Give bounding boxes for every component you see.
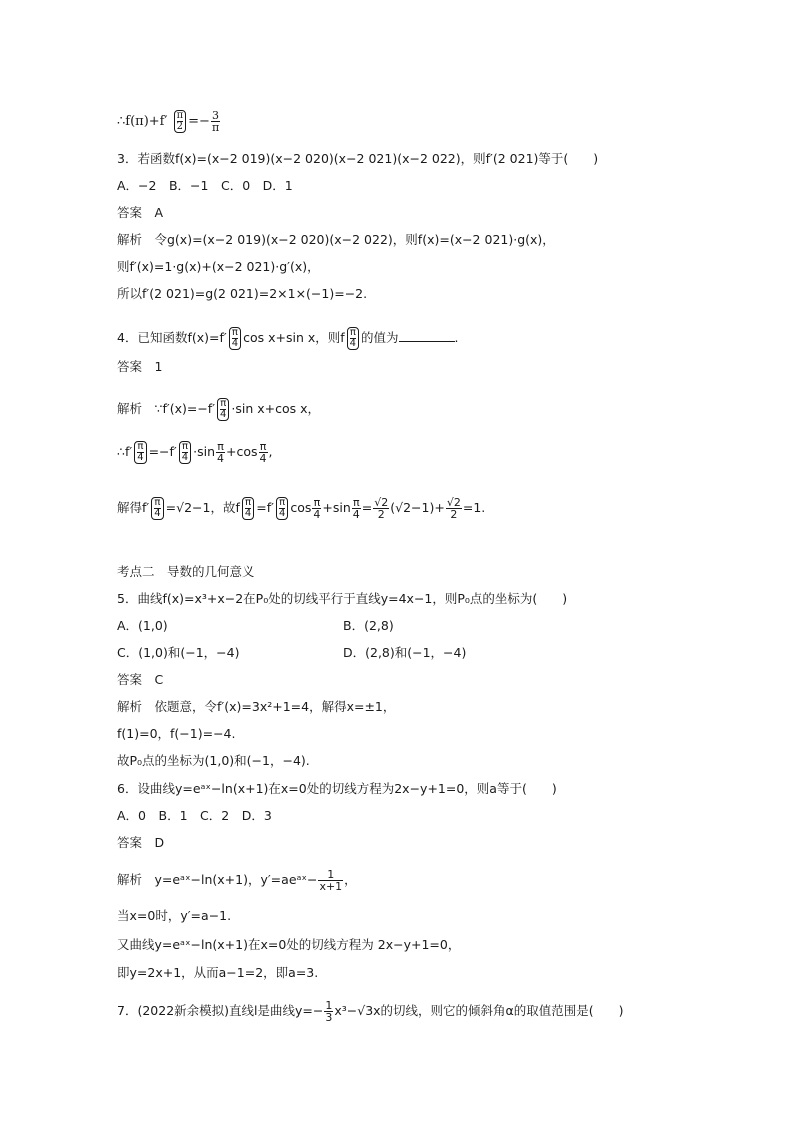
paren-fraction — [134, 441, 146, 464]
paren-fraction — [217, 398, 229, 421]
fraction-numerator: π — [181, 441, 188, 452]
math-text: cos x+sin x，则f — [243, 330, 345, 345]
fraction-denominator: π — [211, 121, 220, 134]
question-5-options-row-2 — [117, 645, 239, 661]
question-6-solution-4: 即y=2x+1，从而a−1=2，即a=3. — [117, 965, 319, 980]
math-text: cos — [290, 500, 312, 515]
question-4-solution-3 — [117, 497, 485, 520]
fraction-denominator: 4 — [181, 452, 189, 463]
question-5: 5．曲线f(x)=x³+x−2在P₀处的切线平行于直线y=4x−1，则P₀点的坐标为( ) — [117, 591, 568, 606]
fraction-denominator: 4 — [278, 508, 286, 519]
question-3-options: A．−2 B．−1 C．0 D．1 — [117, 178, 293, 193]
fraction-numerator: 1 — [318, 869, 343, 881]
math-text: =− — [188, 114, 210, 129]
math-text: 4．已知函数f(x)=f′ — [117, 330, 227, 345]
fraction-numerator: π — [352, 496, 360, 509]
math-text: 解析 y=eᵃˣ−ln(x+1)，y′=aeᵃˣ− — [117, 872, 318, 887]
question-5-solution-2: f(1)=0，f(−1)=−4. — [117, 726, 236, 741]
fraction — [352, 497, 361, 520]
paren-fraction — [276, 497, 288, 520]
fraction-denominator: 4 — [231, 338, 239, 349]
math-text: +cos — [226, 444, 258, 459]
fraction-denominator: 4 — [313, 508, 321, 521]
math-text: ·sin — [193, 444, 216, 459]
math-text: x³−√3x的切线，则它的倾斜角α的取值范围是( ) — [334, 1003, 624, 1018]
math-text: 7．(2022新余模拟)直线l是曲线y=− — [117, 1003, 324, 1018]
question-3-solution-3: 所以f′(2 021)=g(2 021)=2×1×(−1)=−2. — [117, 286, 368, 301]
math-text: +sin — [322, 500, 351, 515]
option-a: A．(1,0) — [117, 618, 168, 633]
question-5-answer: 答案 C — [117, 672, 164, 687]
fraction-numerator: π — [279, 497, 286, 508]
fraction-denominator: x+1 — [319, 880, 343, 893]
fraction-denominator: 4 — [137, 452, 144, 463]
math-text: =√2−1，故f — [165, 500, 240, 515]
math-text: (√2−1)+ — [390, 500, 445, 515]
fraction-denominator: 3 — [325, 1011, 333, 1024]
math-text: 解析 ∵f′(x)=−f′ — [117, 401, 216, 416]
question-3-solution-2: 则f′(x)=1·g(x)+(x−2 021)·g′(x)， — [117, 259, 320, 274]
question-6: 6．设曲线y=eᵃˣ−ln(x+1)在x=0处的切线方程为2x−y+1=0，则a等于( ) — [117, 781, 557, 796]
fraction-numerator: π — [245, 497, 252, 508]
fraction-denominator: 4 — [217, 452, 225, 465]
fraction-denominator: 4 — [349, 338, 357, 349]
paren-fraction — [229, 327, 241, 350]
question-6-options: A．0 B．1 C．2 D．3 — [117, 808, 272, 823]
question-4-solution-2 — [117, 441, 273, 464]
question-5-solution-3: 故P₀点的坐标为(1,0)和(−1，−4). — [117, 753, 310, 768]
fraction-numerator: π — [176, 110, 184, 121]
question-5-options-row-1 — [117, 618, 168, 634]
fraction — [312, 497, 321, 520]
math-text: =1. — [462, 500, 486, 515]
question-4-solution-1 — [117, 398, 320, 421]
fraction-numerator: π — [154, 497, 161, 508]
fraction-numerator: π — [137, 441, 144, 452]
math-text: ， — [344, 872, 357, 887]
question-3: 3．若函数f(x)=(x−2 019)(x−2 020)(x−2 021)(x−2 022)，则f′(2 021)等于( ) — [117, 151, 599, 166]
question-3-solution-1: 解析 令g(x)=(x−2 019)(x−2 020)(x−2 022)，则f(x)=(x−2 021)·g(x)， — [117, 232, 555, 247]
fraction — [216, 441, 225, 464]
fraction-numerator: √2 — [374, 496, 389, 509]
fraction-denominator: 4 — [259, 452, 267, 465]
fraction-denominator: 2 — [176, 121, 184, 132]
fraction-denominator: 4 — [352, 508, 360, 521]
math-text: . — [454, 330, 459, 345]
fraction-numerator: π — [349, 327, 356, 338]
fraction — [324, 1000, 333, 1023]
fraction — [373, 497, 389, 520]
question-3-answer: 答案 A — [117, 205, 164, 220]
question-4-answer: 答案 1 — [117, 359, 163, 374]
math-text: 解得f′ — [117, 500, 150, 515]
fraction-numerator: π — [313, 496, 321, 509]
question-5-solution-1: 解析 依题意，令f′(x)=3x²+1=4，解得x=±1， — [117, 699, 396, 714]
math-text: =−f′ — [148, 444, 177, 459]
option-b: B．(2,8) — [343, 618, 394, 633]
paren-fraction — [347, 327, 359, 350]
math-text: 的值为 — [361, 330, 399, 345]
fraction-numerator: √2 — [446, 496, 461, 509]
question-6-solution-1 — [117, 869, 357, 892]
fraction-numerator: 1 — [325, 999, 333, 1012]
question-7 — [117, 1000, 624, 1023]
option-c: C．(1,0)和(−1，−4) — [117, 645, 240, 660]
paren-fraction — [174, 110, 187, 133]
question-6-solution-3: 又曲线y=eᵃˣ−ln(x+1)在x=0处的切线方程为 2x−y+1=0， — [117, 937, 461, 952]
fraction — [318, 869, 343, 892]
fraction — [211, 110, 220, 133]
fraction-numerator: π — [217, 440, 224, 453]
math-text: , — [268, 444, 273, 459]
fraction-denominator: 4 — [154, 508, 161, 519]
math-text: ∴f′ — [117, 444, 133, 459]
question-6-answer: 答案 D — [117, 835, 165, 850]
math-text: ∴f(π)+f′ — [117, 114, 172, 129]
paren-fraction — [242, 497, 254, 520]
math-text: =f′ — [256, 500, 274, 515]
section-heading: 考点二 导数的几何意义 — [117, 564, 255, 579]
fraction-numerator: 3 — [212, 109, 220, 122]
solution-line — [117, 110, 221, 133]
question-4 — [117, 327, 459, 350]
fraction-denominator: 2 — [377, 508, 385, 521]
fraction-numerator: π — [231, 327, 238, 338]
fraction — [446, 497, 462, 520]
paren-fraction — [179, 441, 191, 464]
fraction-denominator: 2 — [450, 508, 458, 521]
math-text: = — [361, 500, 373, 515]
option-d: D．(2,8)和(−1，−4) — [343, 645, 467, 660]
fraction-denominator: 4 — [244, 508, 252, 519]
question-6-solution-2: 当x=0时，y′=a−1. — [117, 908, 232, 923]
answer-blank — [399, 331, 455, 342]
fraction-numerator: π — [220, 398, 227, 409]
fraction-denominator: 4 — [220, 409, 227, 420]
math-text: ·sin x+cos x， — [231, 401, 321, 416]
paren-fraction — [151, 497, 163, 520]
fraction-numerator: π — [259, 440, 267, 453]
fraction — [259, 441, 268, 464]
